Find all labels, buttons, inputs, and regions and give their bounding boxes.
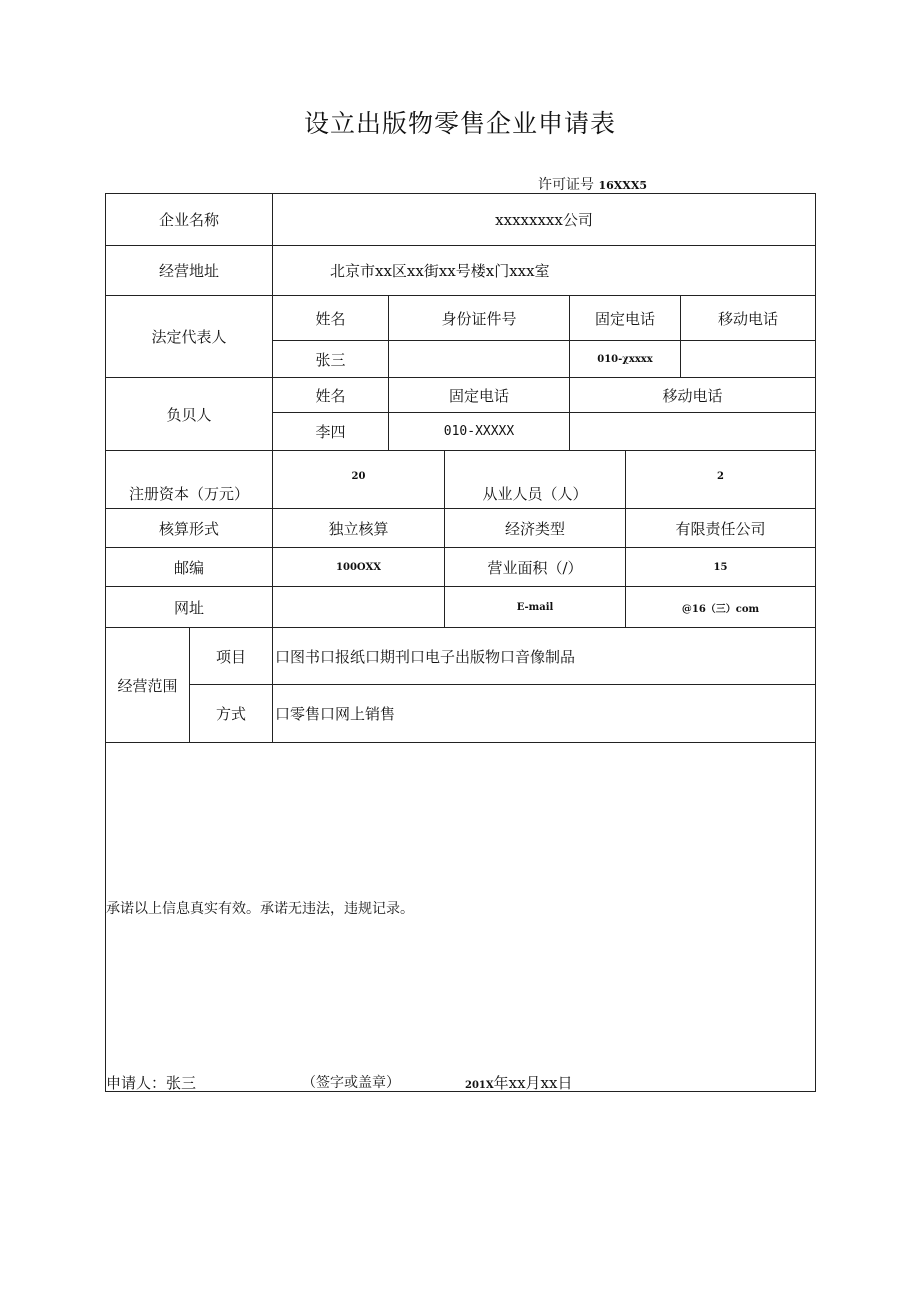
email-value: @16（三）com — [681, 603, 760, 615]
scope-items-label: 项目 — [215, 647, 246, 666]
legal-rep-header-id: 身份证件号 — [441, 309, 517, 328]
postcode-label: 邮编 — [173, 558, 204, 577]
address-label: 经营地址 — [158, 262, 219, 280]
postcode-value: 100OXX — [336, 561, 381, 573]
legal-rep-header-mobile: 移动电话 — [717, 309, 778, 328]
scope-label: 经营范围 — [117, 676, 178, 695]
scope-mode-value: 口零售口网上销售 — [275, 705, 396, 723]
applicant-label: 申请人：张三 — [106, 1074, 197, 1092]
legal-rep-landline: 010-χxxxx — [597, 353, 653, 365]
staff-value: 2 — [717, 471, 724, 482]
scope-mode-label: 方式 — [215, 705, 246, 723]
date-year: 201X — [465, 1080, 494, 1091]
manager-landline: 010-XXXXX — [443, 424, 515, 439]
manager-header-mobile: 移动电话 — [662, 386, 723, 405]
email-label: E-mail — [516, 601, 554, 613]
page-title: 设立出版物零售企业申请表 — [303, 109, 616, 138]
capital-value: 20 — [351, 471, 366, 482]
manager-label: 负贝人 — [166, 405, 212, 424]
scope-items-value: 口图书口报纸口期刊口电子出版物口音像制品 — [275, 647, 576, 666]
manager-name: 李四 — [315, 423, 346, 441]
area-label: 营业面积（/） — [487, 558, 583, 577]
capital-label: 注册资本（万元） — [128, 485, 249, 503]
license-label: 许可证号 — [538, 177, 594, 193]
legal-rep-header-landline: 固定电话 — [594, 309, 655, 328]
econ-type-label: 经济类型 — [504, 519, 565, 538]
manager-header-landline: 固定电话 — [448, 386, 509, 405]
manager-header-name: 姓名 — [315, 386, 346, 405]
website-label: 网址 — [173, 598, 204, 617]
legal-rep-label: 法定代表人 — [151, 328, 227, 346]
area-value: 15 — [713, 561, 728, 573]
legal-rep-id — [389, 341, 569, 377]
license-value: 16XXX5 — [598, 179, 648, 192]
accounting-value: 独立核算 — [328, 519, 389, 538]
staff-label: 从业人员（人） — [482, 485, 588, 503]
manager-mobile — [570, 413, 815, 450]
pledge-text: 承诺以上信息真实有效。承诺无违法，违规记录。 — [106, 901, 414, 917]
econ-type-value: 有限责任公司 — [675, 519, 766, 538]
application-date — [465, 1072, 572, 1093]
legal-rep-header-name: 姓名 — [315, 309, 346, 328]
sign-note: （签字或盖章） — [302, 1075, 400, 1091]
license-number — [538, 174, 647, 194]
company-name-value: xxxxxxxx公司 — [495, 211, 593, 229]
website-value — [273, 587, 444, 627]
company-name-label: 企业名称 — [158, 211, 219, 229]
accounting-label: 核算形式 — [158, 519, 219, 538]
legal-rep-name: 张三 — [315, 350, 346, 369]
date-text: 年xx月xx日 — [493, 1074, 573, 1092]
address-value: 北京市xx区xx街xx号楼x门xxx室 — [330, 262, 550, 280]
legal-rep-mobile — [681, 341, 815, 377]
